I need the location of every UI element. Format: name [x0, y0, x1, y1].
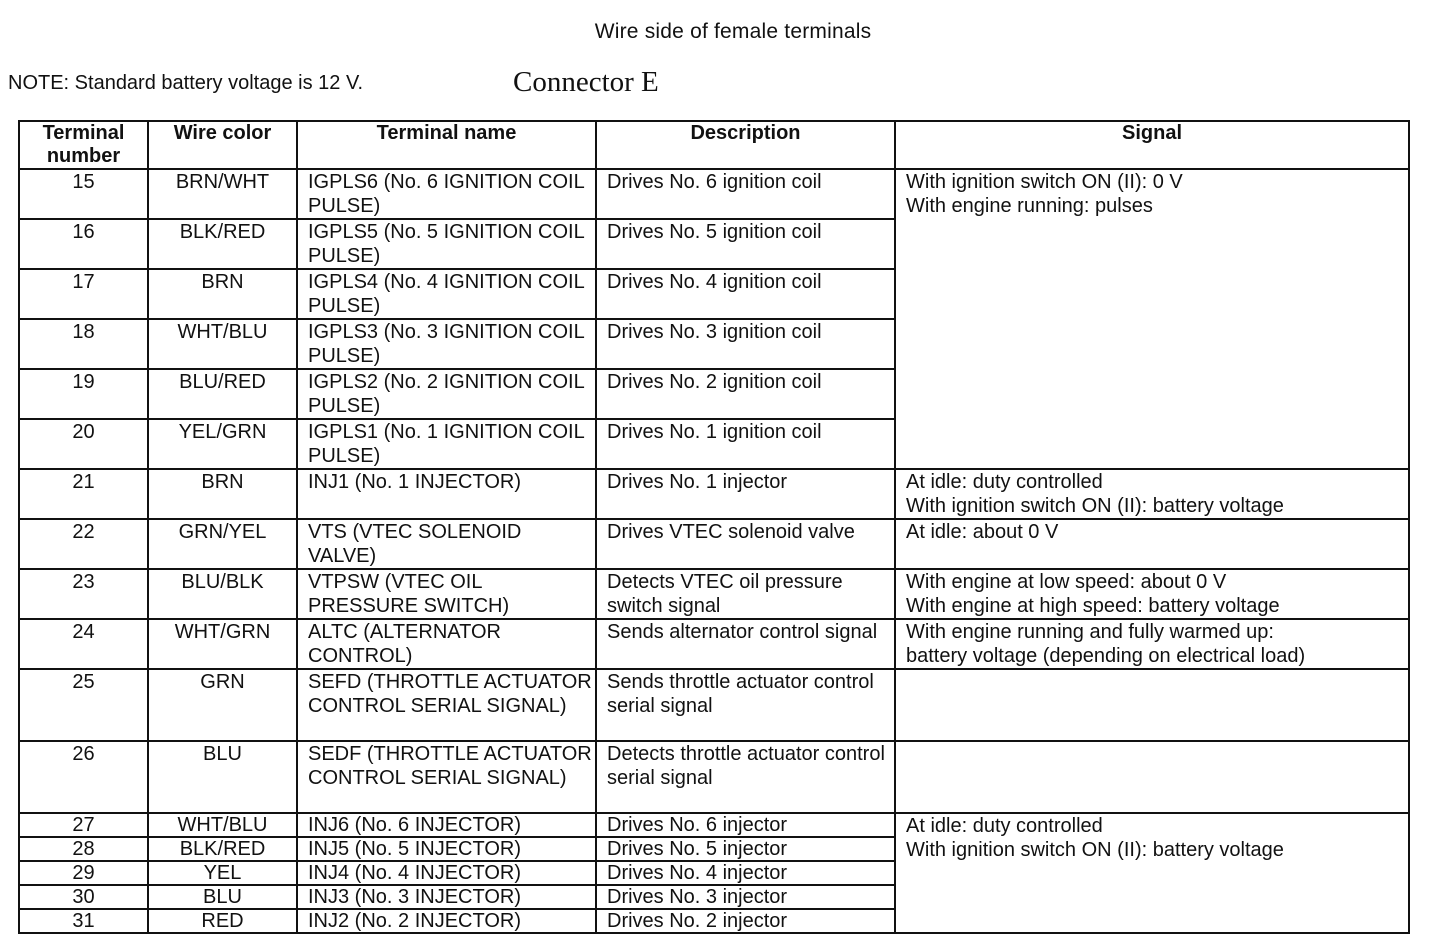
table-row: [19, 813, 1409, 837]
signal-sefd: [895, 669, 1409, 741]
terminal-name: VTPSW (VTEC OIL PRESSURE SWITCH): [297, 569, 596, 619]
wire-color: BRN/WHT: [148, 169, 297, 219]
terminal-description: Drives No. 6 injector: [596, 813, 895, 837]
terminal-number: 19: [19, 369, 148, 419]
wire-color: RED: [148, 909, 297, 933]
terminal-description: Drives No. 2 ignition coil: [596, 369, 895, 419]
terminal-number: 17: [19, 269, 148, 319]
terminal-name: IGPLS6 (No. 6 IGNITION COIL PULSE): [297, 169, 596, 219]
terminal-number: 26: [19, 741, 148, 813]
terminal-name: IGPLS2 (No. 2 IGNITION COIL PULSE): [297, 369, 596, 419]
table-row: [19, 741, 1409, 813]
terminal-table: [18, 120, 1410, 934]
terminal-number: 21: [19, 469, 148, 519]
terminal-name: IGPLS4 (No. 4 IGNITION COIL PULSE): [297, 269, 596, 319]
signal-line: With engine at low speed: about 0 V: [906, 571, 1227, 593]
terminal-name: IGPLS1 (No. 1 IGNITION COIL PULSE): [297, 419, 596, 469]
terminal-name: SEDF (THROTTLE ACTUATOR CONTROL SERIAL SIGNAL): [297, 741, 596, 813]
terminal-number: 24: [19, 619, 148, 669]
terminal-description: Drives No. 3 ignition coil: [596, 319, 895, 369]
signal-line: With engine at high speed: battery voltage: [906, 595, 1280, 617]
column-header-signal: Signal: [895, 121, 1409, 169]
column-header-wire-color: Wire color: [148, 121, 297, 169]
table-row: [19, 469, 1409, 519]
signal-injectors: [895, 813, 1409, 933]
signal-line: At idle: duty controlled: [906, 471, 1103, 493]
terminal-description: Drives No. 4 injector: [596, 861, 895, 885]
terminal-name: INJ5 (No. 5 INJECTOR): [297, 837, 596, 861]
wire-color: BRN: [148, 469, 297, 519]
connector-label: Connector E: [513, 66, 659, 98]
table-row: [19, 519, 1409, 569]
wire-color: BLU/RED: [148, 369, 297, 419]
table-row: [19, 169, 1409, 219]
terminal-description: Drives No. 3 injector: [596, 885, 895, 909]
column-header-description: Description: [596, 121, 895, 169]
terminal-number: 29: [19, 861, 148, 885]
terminal-description: Detects throttle actuator control serial signal: [596, 741, 895, 813]
terminal-number: 20: [19, 419, 148, 469]
signal-line: battery voltage (depending on electrical load): [906, 645, 1306, 667]
wire-color: BLK/RED: [148, 219, 297, 269]
signal-line: With engine running and fully warmed up:: [906, 621, 1274, 643]
column-header-terminal-number: Terminal number: [19, 121, 148, 169]
terminal-name: INJ2 (No. 2 INJECTOR): [297, 909, 596, 933]
table-row: [19, 619, 1409, 669]
wire-color: BRN: [148, 269, 297, 319]
table-row: [19, 669, 1409, 741]
table-row: [19, 569, 1409, 619]
terminal-description: Drives No. 6 ignition coil: [596, 169, 895, 219]
signal-inj1: [895, 469, 1409, 519]
wire-color: YEL: [148, 861, 297, 885]
terminal-name: SEFD (THROTTLE ACTUATOR CONTROL SERIAL SIGNAL): [297, 669, 596, 741]
terminal-number: 27: [19, 813, 148, 837]
signal-line: With ignition switch ON (II): 0 V: [906, 171, 1183, 193]
wire-color: GRN: [148, 669, 297, 741]
terminal-number: 22: [19, 519, 148, 569]
terminal-description: Sends throttle actuator control serial signal: [596, 669, 895, 741]
column-header-terminal-name: Terminal name: [297, 121, 596, 169]
wire-color: BLU: [148, 741, 297, 813]
terminal-name: IGPLS3 (No. 3 IGNITION COIL PULSE): [297, 319, 596, 369]
terminal-number: 25: [19, 669, 148, 741]
terminal-description: Drives No. 1 injector: [596, 469, 895, 519]
signal-line: With ignition switch ON (II): battery voltage: [906, 839, 1284, 861]
terminal-number: 31: [19, 909, 148, 933]
terminal-number: 15: [19, 169, 148, 219]
wire-color: YEL/GRN: [148, 419, 297, 469]
signal-altc: [895, 619, 1409, 669]
signal-vtpsw: [895, 569, 1409, 619]
terminal-name: ALTC (ALTERNATOR CONTROL): [297, 619, 596, 669]
signal-line: With ignition switch ON (II): battery voltage: [906, 495, 1284, 517]
wire-color: WHT/BLU: [148, 813, 297, 837]
terminal-description: Drives VTEC solenoid valve: [596, 519, 895, 569]
terminal-description: Drives No. 5 injector: [596, 837, 895, 861]
signal-sedf: [895, 741, 1409, 813]
table-header-row: [19, 121, 1409, 169]
terminal-description: Drives No. 5 ignition coil: [596, 219, 895, 269]
terminal-number: 30: [19, 885, 148, 909]
wire-color: BLU/BLK: [148, 569, 297, 619]
terminal-description: Sends alternator control signal: [596, 619, 895, 669]
terminal-number: 16: [19, 219, 148, 269]
signal-line: At idle: duty controlled: [906, 815, 1103, 837]
wire-color: BLK/RED: [148, 837, 297, 861]
wire-color: WHT/GRN: [148, 619, 297, 669]
signal-vts: At idle: about 0 V: [895, 519, 1409, 569]
signal-ignition-coils: [895, 169, 1409, 469]
terminal-name: INJ4 (No. 4 INJECTOR): [297, 861, 596, 885]
terminal-name: INJ3 (No. 3 INJECTOR): [297, 885, 596, 909]
signal-line: With engine running: pulses: [906, 195, 1153, 217]
terminal-number: 28: [19, 837, 148, 861]
terminal-description: Drives No. 4 ignition coil: [596, 269, 895, 319]
wire-color: BLU: [148, 885, 297, 909]
terminal-description: Drives No. 2 injector: [596, 909, 895, 933]
terminal-description: Drives No. 1 ignition coil: [596, 419, 895, 469]
page-title: Wire side of female terminals: [594, 20, 872, 43]
wire-color: GRN/YEL: [148, 519, 297, 569]
terminal-name: VTS (VTEC SOLENOID VALVE): [297, 519, 596, 569]
wire-color: WHT/BLU: [148, 319, 297, 369]
terminal-name: INJ1 (No. 1 INJECTOR): [297, 469, 596, 519]
terminal-name: IGPLS5 (No. 5 IGNITION COIL PULSE): [297, 219, 596, 269]
battery-voltage-note: NOTE: Standard battery voltage is 12 V.: [8, 72, 364, 94]
terminal-number: 18: [19, 319, 148, 369]
terminal-name: INJ6 (No. 6 INJECTOR): [297, 813, 596, 837]
terminal-number: 23: [19, 569, 148, 619]
terminal-description: Detects VTEC oil pressure switch signal: [596, 569, 895, 619]
